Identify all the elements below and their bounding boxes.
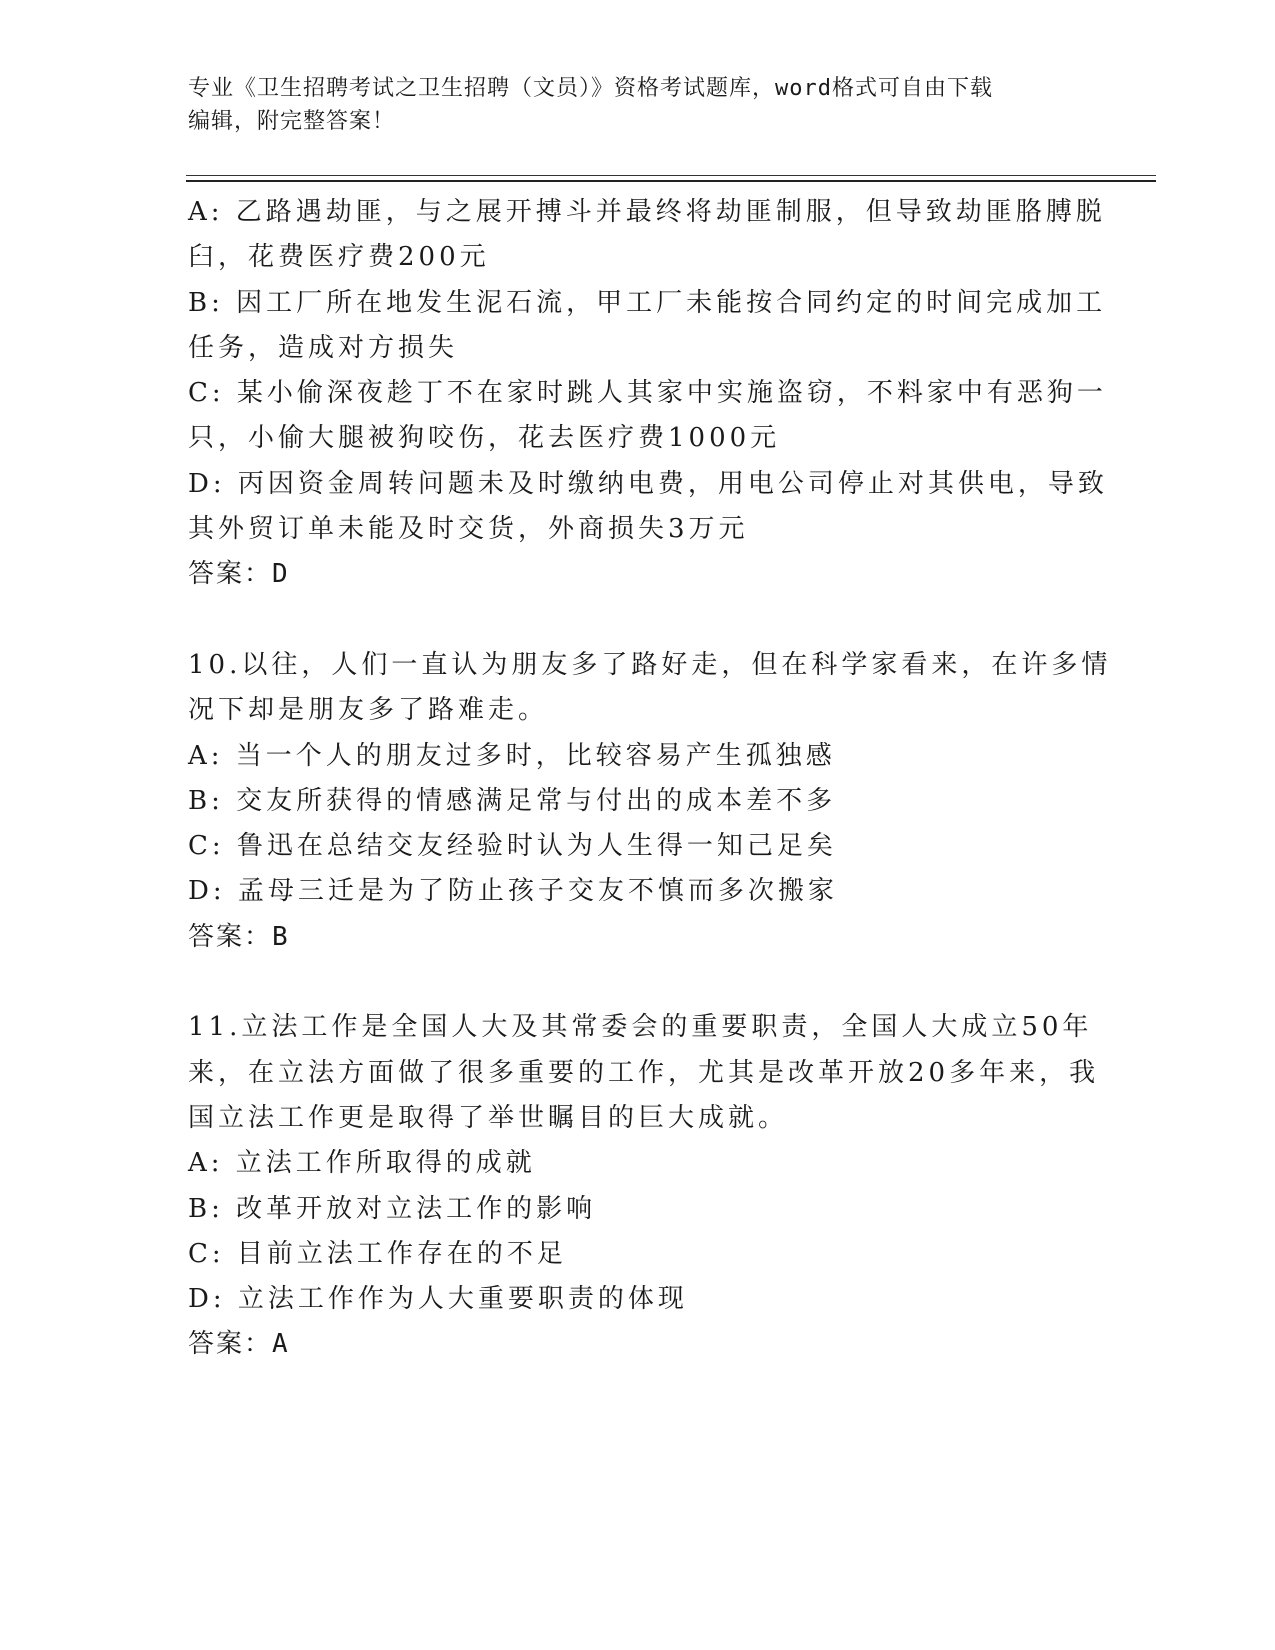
- question-10-option-c: C: 鲁迅在总结交友经验时认为人生得一知己足矣: [188, 831, 837, 862]
- question-11: [188, 1005, 1100, 1367]
- question-list: [188, 190, 1112, 1368]
- question-11-option-a: A: 立法工作所取得的成就: [188, 1148, 536, 1179]
- question-11-stem-line-1: 11.立法工作是全国人大及其常委会的重要职责，全国人大成立50年: [188, 1012, 1093, 1043]
- question-10-stem-line-1: 10.以往，人们一直认为朋友多了路好走，但在科学家看来，在许多情: [188, 649, 1112, 680]
- spacer: [188, 960, 1088, 1005]
- question-11-option-d: D: 立法工作作为人大重要职责的体现: [188, 1284, 688, 1315]
- question-11-stem-line-3: 国立法工作更是取得了举世瞩目的巨大成就。: [188, 1102, 789, 1133]
- option-line: 臼，花费医疗费200元: [188, 242, 490, 273]
- option-line: 只，小偷大腿被狗咬伤，花去医疗费1000元: [188, 423, 781, 454]
- header-line-2: 编辑，附完整答案！: [188, 109, 396, 134]
- option-line: D: 丙因资金周转问题未及时缴纳电费，用电公司停止对其供电，导致: [188, 468, 1108, 499]
- option-line: 任务，造成对方损失: [188, 332, 459, 363]
- question-9-option-c: [188, 371, 1107, 462]
- question-10-option-a: A: 当一个人的朋友过多时，比较容易产生孤独感: [188, 740, 836, 771]
- option-line: C: 某小偷深夜趁丁不在家时跳人其家中实施盗窃，不料家中有恶狗一: [188, 378, 1107, 409]
- header-line-1: 专业《卫生招聘考试之卫生招聘（文员）》资格考试题库，word格式可自由下载: [188, 76, 993, 101]
- option-line: B: 因工厂所在地发生泥石流，甲工厂未能按合同约定的时间完成加工: [188, 287, 1107, 318]
- document-header: [188, 72, 1068, 138]
- question-10-stem-line-2: 况下却是朋友多了路难走。: [188, 695, 549, 726]
- question-11-stem-line-2: 来，在立法方面做了很多重要的工作，尤其是改革开放20多年来，我: [188, 1057, 1100, 1088]
- question-9: [188, 190, 1108, 598]
- question-9-option-a: [188, 190, 1106, 281]
- question-11-answer: 答案：A: [188, 1329, 290, 1360]
- question-9-answer: 答案：D: [188, 559, 290, 590]
- question-10-option-b: B: 交友所获得的情感满足常与付出的成本差不多: [188, 785, 837, 816]
- header-divider-thick: [186, 180, 1156, 182]
- question-10-answer: 答案：B: [188, 921, 290, 952]
- option-line: 其外贸订单未能及时交货，外商损失3万元: [188, 514, 749, 545]
- spacer: [188, 598, 1088, 643]
- question-10-option-d: D: 孟母三迁是为了防止孩子交友不慎而多次搬家: [188, 876, 838, 907]
- header-divider-thin: [186, 175, 1156, 176]
- question-9-option-d: [188, 462, 1108, 553]
- question-11-option-c: C: 目前立法工作存在的不足: [188, 1238, 567, 1269]
- question-11-option-b: B: 改革开放对立法工作的影响: [188, 1193, 597, 1224]
- question-10: [188, 643, 1112, 960]
- option-line: A: 乙路遇劫匪，与之展开搏斗并最终将劫匪制服，但导致劫匪胳膊脱: [188, 197, 1106, 227]
- question-9-option-b: [188, 281, 1107, 372]
